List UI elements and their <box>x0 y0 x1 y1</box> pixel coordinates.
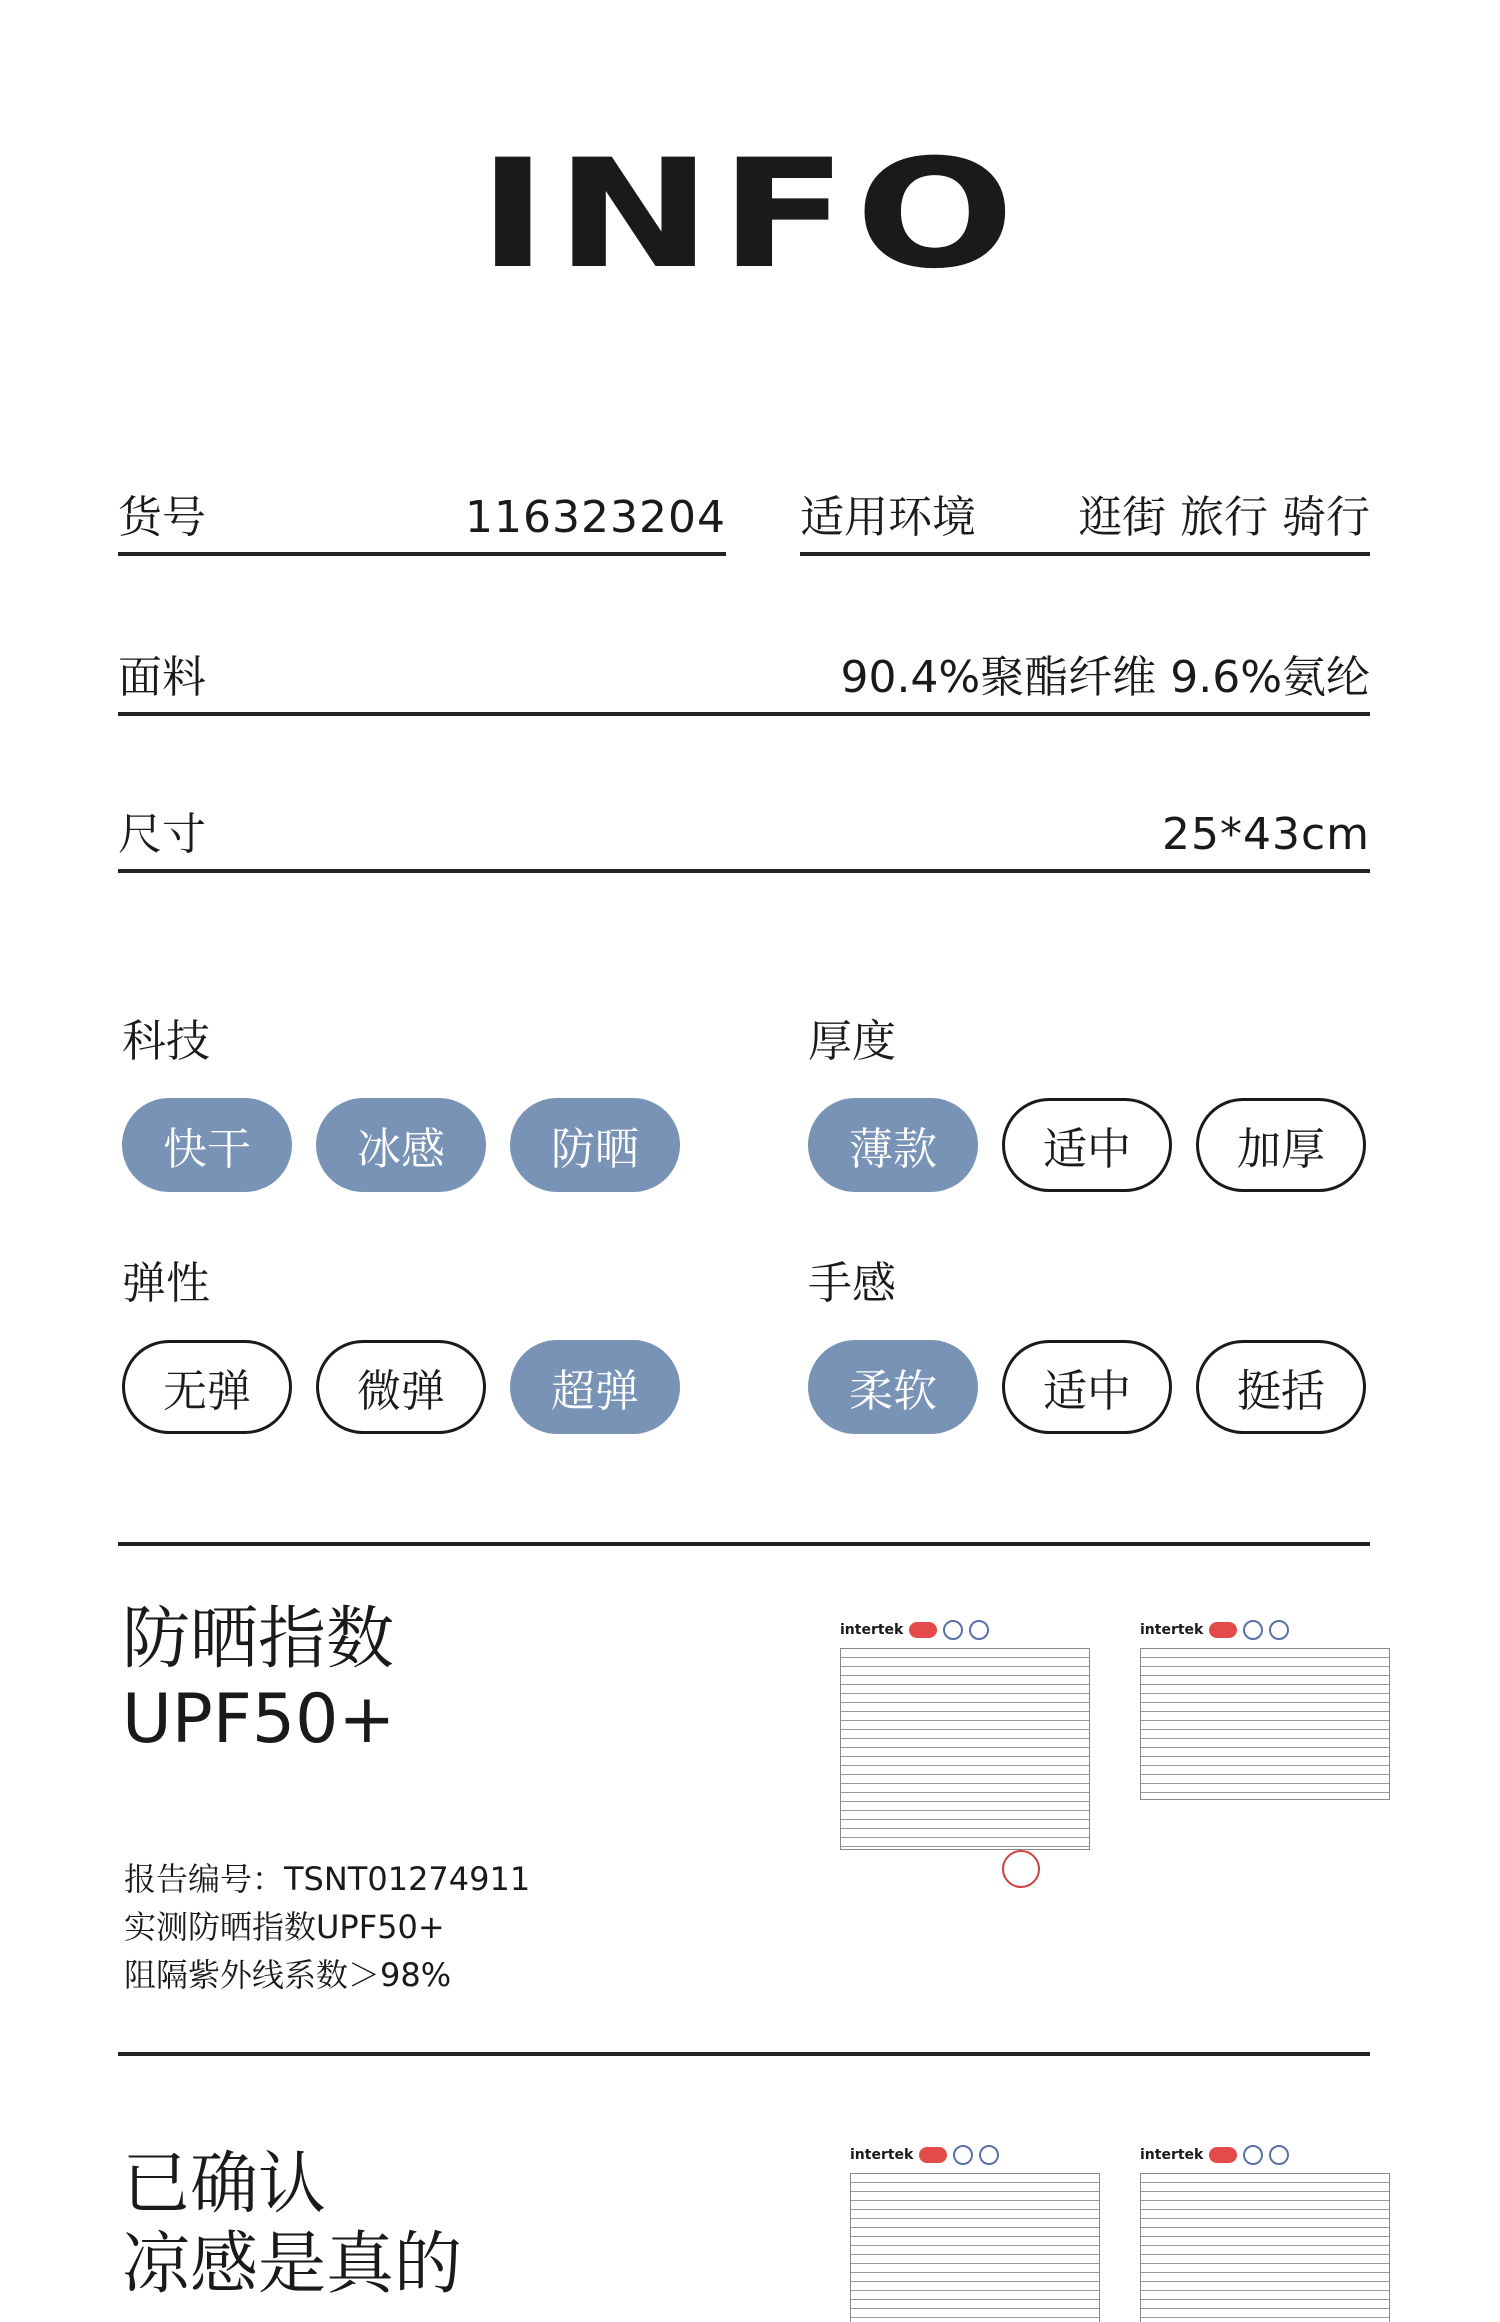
fabric-label: 面料 <box>118 652 206 703</box>
thickness-option-pill: 加厚 <box>1196 1098 1366 1192</box>
tech-label: 科技 <box>122 1016 210 1067</box>
ilac-logo-icon <box>979 2145 999 2165</box>
feel-option-pill: 适中 <box>1002 1340 1172 1434</box>
page-title: INFO <box>477 128 1023 302</box>
thickness-options <box>808 1098 1366 1192</box>
intertek-logo-icon: intertek <box>840 1622 904 1638</box>
ilac-logo-icon <box>969 1620 989 1640</box>
item-no-label: 货号 <box>118 492 206 543</box>
env-row <box>800 470 1370 556</box>
thickness-label: 厚度 <box>808 1016 896 1067</box>
upf-heading-line1: 防晒指数 <box>122 1600 395 1679</box>
item-no-value: 116323204 <box>465 492 726 543</box>
tech-option-pill: 防晒 <box>510 1098 680 1192</box>
feel-options <box>808 1340 1366 1434</box>
section-divider <box>118 1542 1370 1546</box>
upf-report-no: 报告编号：TSNT01274911 <box>124 1860 531 1898</box>
stamp-icon <box>1002 1850 1040 1888</box>
elasticity-option-pill: 超弹 <box>510 1340 680 1434</box>
ma-logo-icon <box>919 2147 947 2163</box>
ilac-logo-icon <box>1269 2145 1289 2165</box>
env-label: 适用环境 <box>800 492 976 543</box>
cnas-logo-icon <box>1243 2145 1263 2165</box>
cool-heading-line2: 凉感是真的 <box>122 2225 463 2304</box>
upf-heading-line2: UPF50+ <box>122 1680 396 1759</box>
feel-option-pill: 挺括 <box>1196 1340 1366 1434</box>
upf-measured: 实测防晒指数UPF50+ <box>124 1908 445 1946</box>
ilac-logo-icon <box>1269 1620 1289 1640</box>
fabric-row <box>118 630 1370 716</box>
cnas-logo-icon <box>1243 1620 1263 1640</box>
tech-option-pill: 快干 <box>122 1098 292 1192</box>
intertek-logo-icon: intertek <box>1140 2147 1204 2163</box>
intertek-logo-icon: intertek <box>1140 1622 1204 1638</box>
elasticity-option-pill: 无弹 <box>122 1340 292 1434</box>
section-divider <box>118 2052 1370 2056</box>
thickness-option-pill: 适中 <box>1002 1098 1172 1192</box>
test-report-image <box>850 2145 1100 2322</box>
cnas-logo-icon <box>953 2145 973 2165</box>
cnas-logo-icon <box>943 1620 963 1640</box>
fabric-value: 90.4%聚酯纤维 9.6%氨纶 <box>840 652 1370 703</box>
size-label: 尺寸 <box>118 809 206 860</box>
elasticity-options <box>122 1340 680 1434</box>
test-report-image <box>1140 2145 1390 2322</box>
elasticity-label: 弹性 <box>122 1258 210 1309</box>
upf-uv-block: 阻隔紫外线系数＞98% <box>124 1956 452 1994</box>
elasticity-option-pill: 微弹 <box>316 1340 486 1434</box>
ma-logo-icon <box>909 1622 937 1638</box>
size-value: 25*43cm <box>1161 809 1370 860</box>
test-report-image <box>1140 1620 1390 1920</box>
feel-label: 手感 <box>808 1258 896 1309</box>
intertek-logo-icon: intertek <box>850 2147 914 2163</box>
tech-option-pill: 冰感 <box>316 1098 486 1192</box>
size-row <box>118 787 1370 873</box>
tech-options <box>122 1098 680 1192</box>
feel-option-pill: 柔软 <box>808 1340 978 1434</box>
item-no-row <box>118 470 726 556</box>
env-value: 逛街 旅行 骑行 <box>1078 492 1370 543</box>
test-report-image <box>840 1620 1090 1920</box>
thickness-option-pill: 薄款 <box>808 1098 978 1192</box>
ma-logo-icon <box>1209 1622 1237 1638</box>
ma-logo-icon <box>1209 2147 1237 2163</box>
cool-heading-line1: 已确认 <box>122 2145 327 2224</box>
